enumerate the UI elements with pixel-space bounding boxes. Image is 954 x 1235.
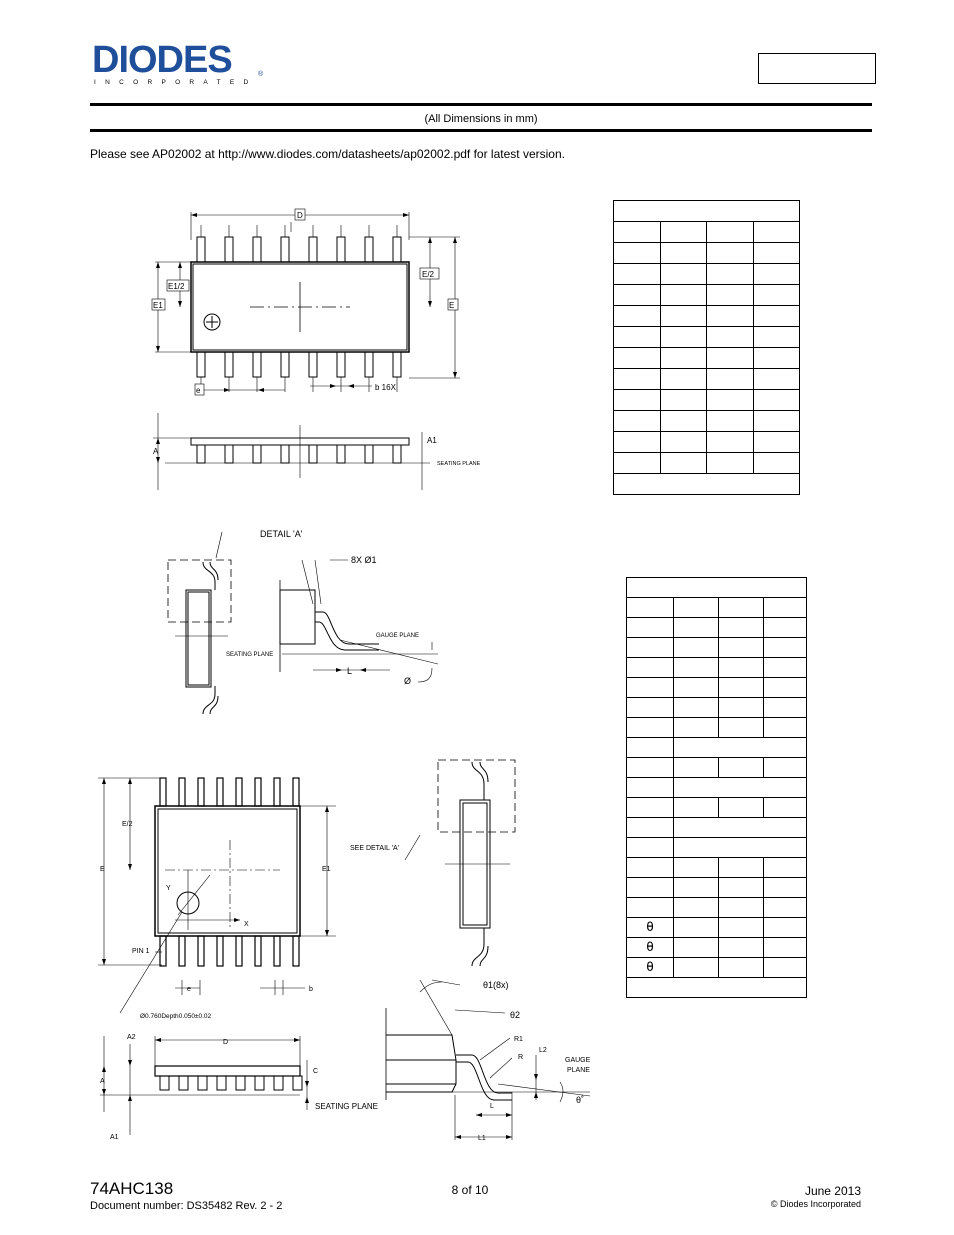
lead xyxy=(309,352,317,377)
tssop-lead xyxy=(236,936,242,966)
gauge-label: GAUGE xyxy=(565,1057,591,1064)
tssop-lead xyxy=(198,778,204,806)
table-row xyxy=(627,578,807,598)
side-lead xyxy=(281,445,289,463)
l2-label: L2 xyxy=(539,1047,547,1054)
lead xyxy=(281,352,289,377)
table-row xyxy=(614,453,800,474)
tssop-side-lead xyxy=(236,1076,245,1090)
tssop-side-lead xyxy=(293,1076,302,1090)
table-row xyxy=(627,658,807,678)
lead-profile-view xyxy=(386,980,591,1142)
table-row xyxy=(627,598,807,618)
r1-label: R1 xyxy=(514,1036,523,1043)
table-row xyxy=(627,638,807,658)
table-row xyxy=(614,306,800,327)
side-lead xyxy=(197,445,205,463)
table-row xyxy=(614,285,800,306)
table-row xyxy=(627,678,807,698)
tssop-lead xyxy=(274,936,280,966)
logo-subtext: INCORPORATED xyxy=(94,79,258,86)
tssop-lead xyxy=(160,778,166,806)
profile-l-label: L xyxy=(490,1103,494,1110)
table-row xyxy=(627,978,807,998)
dim-e-label: E xyxy=(449,301,455,310)
lead xyxy=(253,237,261,262)
table-row xyxy=(627,878,807,898)
tssop-side-lead xyxy=(255,1076,264,1090)
theta2-label: θ2 xyxy=(510,1010,521,1020)
table-row xyxy=(627,778,807,798)
tssop16-dimension-table xyxy=(626,577,807,998)
side-leads xyxy=(197,445,401,463)
tssop-b-label: b xyxy=(309,986,313,993)
so16-dimension-table xyxy=(613,200,800,495)
tssop-e1-label: E1 xyxy=(322,866,331,873)
table-row xyxy=(614,411,800,432)
footer-part-number: 74AHC138 xyxy=(90,1179,174,1198)
dim-d-label: D xyxy=(297,211,303,220)
tssop-detail-view xyxy=(438,760,515,966)
dim-e-half-label: E/2 xyxy=(422,270,435,279)
table-row xyxy=(614,222,800,243)
tssop-side-lead xyxy=(274,1076,283,1090)
tssop-lead xyxy=(293,778,299,806)
top-leads xyxy=(197,225,401,262)
logo-text: DIODES xyxy=(92,40,232,81)
angle-label: 8X Ø1 xyxy=(351,555,377,565)
theta1-label: θ1(8x) xyxy=(483,980,509,990)
table-row xyxy=(627,738,807,758)
lead xyxy=(225,237,233,262)
side-lead xyxy=(309,445,317,463)
table-row xyxy=(627,798,807,818)
tssop-lead xyxy=(255,778,261,806)
dimensions-unit-note: (All Dimensions in mm) xyxy=(424,113,538,125)
tssop-e-label: E xyxy=(100,866,105,873)
side-lead xyxy=(337,445,345,463)
l1-label: L1 xyxy=(478,1135,486,1142)
table-row xyxy=(614,390,800,411)
table-row xyxy=(627,938,807,958)
tssop-lead xyxy=(160,936,166,966)
axis-x-label: X xyxy=(244,921,249,928)
tssop-lead xyxy=(179,936,185,966)
table-row xyxy=(627,718,807,738)
table-row xyxy=(614,432,800,453)
side-lead xyxy=(365,445,373,463)
lead xyxy=(365,352,373,377)
axis-y-label: Y xyxy=(166,885,171,892)
tssop-bottom-leads xyxy=(160,936,299,966)
tssop-seating-plane-label: SEATING PLANE xyxy=(315,1102,378,1111)
footer-document-number: Document number: DS35482 Rev. 2 - 2 xyxy=(90,1200,283,1212)
side-lead xyxy=(253,445,261,463)
table-row xyxy=(614,327,800,348)
see-detail-label: SEE DETAIL 'A' xyxy=(350,845,399,852)
table-row xyxy=(614,243,800,264)
tssop-top-leads xyxy=(160,778,299,806)
tssop-side-lead xyxy=(198,1076,207,1090)
lead xyxy=(393,352,401,377)
table-row xyxy=(627,958,807,978)
lead xyxy=(225,352,233,377)
tssop-pitch-label: e xyxy=(187,986,191,993)
tssop-c-label: C xyxy=(313,1068,319,1075)
detail-seating-plane-label: SEATING PLANE xyxy=(226,652,274,658)
table-row xyxy=(614,369,800,390)
lead xyxy=(281,237,289,262)
dim-e1-label: E1 xyxy=(153,301,163,310)
side-lead xyxy=(225,445,233,463)
phi-label: Ø xyxy=(404,676,412,686)
tssop-lead xyxy=(198,936,204,966)
gauge-plane-label: GAUGE PLANE xyxy=(376,633,420,639)
seating-plane-label: SEATING PLANE xyxy=(437,461,481,467)
so16-top-view xyxy=(152,209,460,395)
side-lead xyxy=(393,445,401,463)
tssop-a-label: A xyxy=(100,1078,105,1085)
r-label: R xyxy=(518,1054,524,1061)
tssop-lead xyxy=(293,936,299,966)
dim-pitch-label: e xyxy=(196,386,201,395)
lead xyxy=(253,352,261,377)
detail-a-view xyxy=(168,529,438,714)
lead xyxy=(309,237,317,262)
table-row xyxy=(614,201,800,222)
hole-spec-label: Ø0.760Depth0.050±0.02 xyxy=(140,1013,212,1020)
dim-l-label: L xyxy=(347,666,353,676)
dim-a1-label: A1 xyxy=(427,436,437,445)
lead xyxy=(197,352,205,377)
tssop-side-lead xyxy=(217,1076,226,1090)
footer-page-number: 8 of 10 xyxy=(451,1183,489,1197)
lead xyxy=(365,237,373,262)
tssop-lead xyxy=(179,778,185,806)
table-row xyxy=(627,918,807,938)
plane-label: PLANE xyxy=(567,1067,590,1074)
tssop-d-label: D xyxy=(223,1039,229,1046)
footer-date: June 2013 xyxy=(804,1184,861,1198)
dim-e1-half-label: E1/2 xyxy=(168,282,185,291)
table-row xyxy=(614,264,800,285)
table-row xyxy=(627,758,807,778)
tssop-a1-label: A1 xyxy=(110,1134,119,1141)
theta-label: θ˚ xyxy=(576,1095,585,1105)
footer-copyright: © Diodes Incorporated xyxy=(770,1199,861,1209)
tssop-e-half-label: E/2 xyxy=(122,821,133,828)
tssop-side-leads xyxy=(160,1076,302,1090)
pin1-label: PIN 1 xyxy=(132,948,150,955)
tssop-lead xyxy=(217,778,223,806)
tssop-lead xyxy=(217,936,223,966)
table-row xyxy=(627,698,807,718)
table-row xyxy=(627,898,807,918)
theta-cell: θ xyxy=(627,918,674,938)
dim-a-label: A xyxy=(153,447,159,456)
table-row xyxy=(614,474,800,495)
table-row xyxy=(627,858,807,878)
tssop-side-view xyxy=(100,1034,378,1141)
tssop16-top-view xyxy=(98,778,420,1020)
theta-cell: θ xyxy=(627,938,674,958)
tssop-lead xyxy=(255,936,261,966)
table-row xyxy=(627,838,807,858)
table-row xyxy=(627,618,807,638)
table-row xyxy=(614,348,800,369)
lead xyxy=(197,237,205,262)
dim-lead-width-label: b 16X xyxy=(375,383,396,392)
tssop-side-lead xyxy=(179,1076,188,1090)
registered-mark: ® xyxy=(258,71,264,78)
so16-side-view xyxy=(153,413,481,490)
tssop-side-lead xyxy=(160,1076,169,1090)
ap02002-reference-note: Please see AP02002 at http://www.diodes.com/datasheets/ap02002.pdf for latest version. xyxy=(90,147,565,161)
detail-a-label: DETAIL 'A' xyxy=(260,529,303,539)
tssop-lead xyxy=(274,778,280,806)
tssop-a2-label: A2 xyxy=(127,1034,136,1041)
table-row xyxy=(627,818,807,838)
lead xyxy=(393,237,401,262)
theta-cell: θ xyxy=(627,958,674,978)
lead xyxy=(337,237,345,262)
tssop-lead xyxy=(236,778,242,806)
lead xyxy=(337,352,345,377)
